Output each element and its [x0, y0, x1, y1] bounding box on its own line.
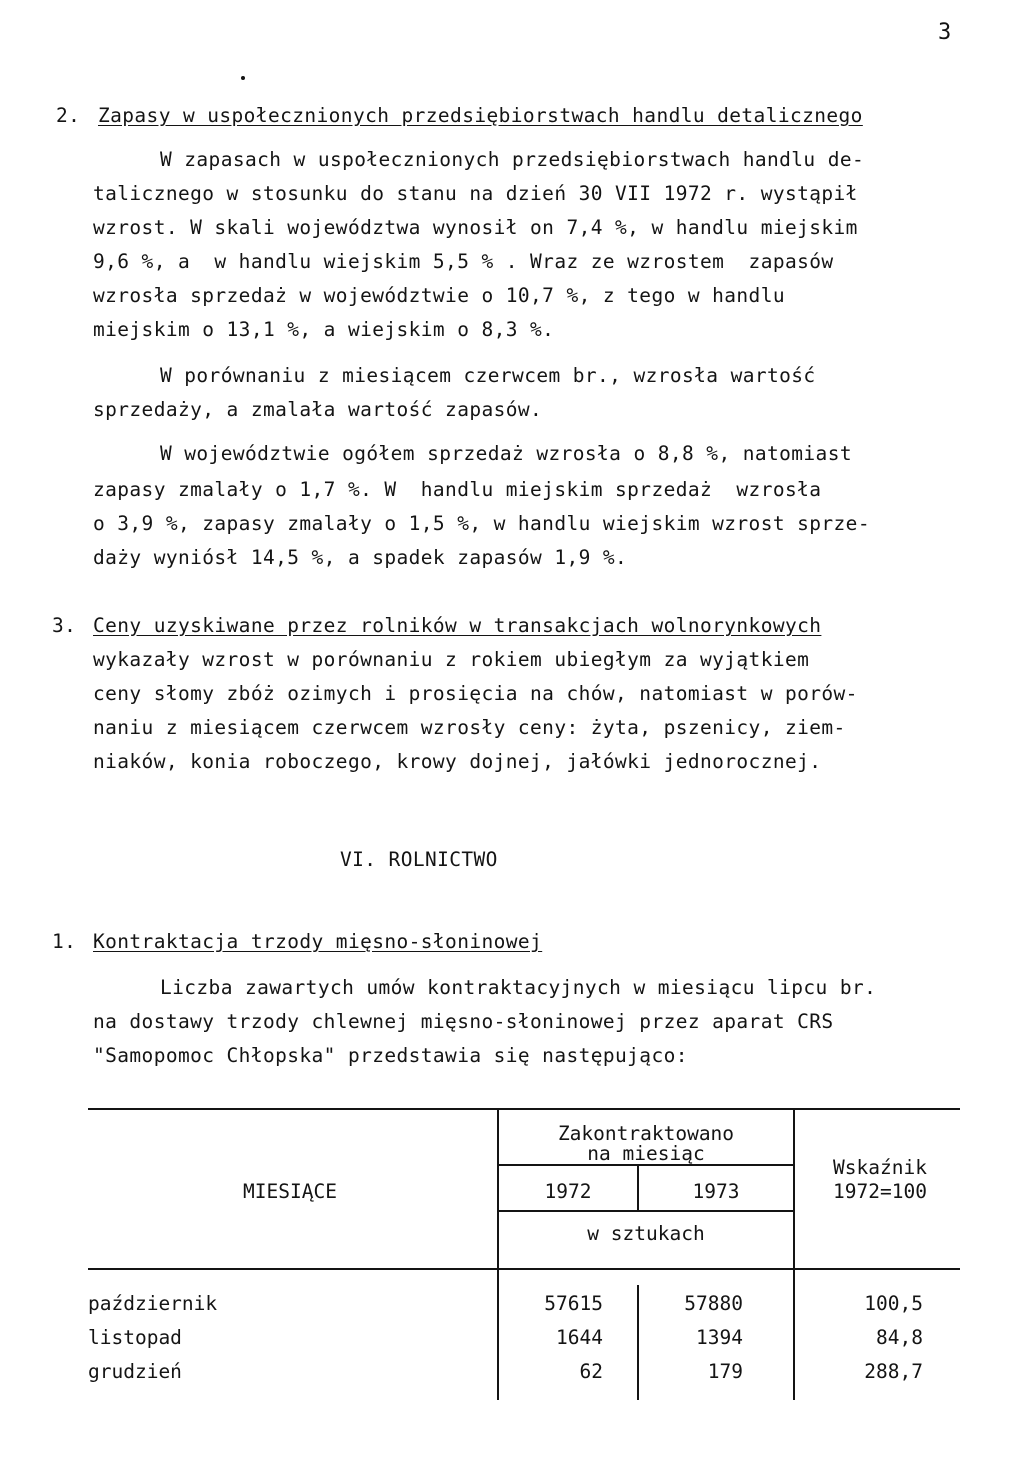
- table-header-month: MIESIĄCE: [243, 1180, 337, 1203]
- table-cell-index: 100,5: [864, 1292, 923, 1315]
- paragraph-line: zapasy zmalały o 1,7 %. W handlu miejskim sprzedaż wzrosła: [93, 478, 822, 501]
- table-cell-1973: 179: [707, 1360, 743, 1383]
- paragraph-line: talicznego w stosunku do stanu na dzień 30 VII 1972 r. wystąpił: [93, 182, 858, 205]
- paragraph-line: W porównaniu z miesiącem czerwcem br., wzrosła wartość: [160, 364, 816, 387]
- paragraph-line: W województwie ogółem sprzedaż wzrosła o 8,8 %, natomiast: [160, 442, 852, 465]
- table-cell-1973: 1394: [696, 1326, 743, 1349]
- section-3-heading-line: Ceny uzyskiwane przez rolników w transakcjach wolnorynkowych: [93, 614, 822, 637]
- paragraph-line: miejskim o 13,1 %, a wiejskim o 8,3 %.: [93, 318, 555, 341]
- table-cell-1972: 1644: [556, 1326, 603, 1349]
- section-1-heading: Kontraktacja trzody mięsno-słoninowej: [93, 930, 543, 953]
- paragraph-line: wzrosła sprzedaż w województwie o 10,7 %, z tego w handlu: [93, 284, 785, 307]
- table-header-contracted: Zakontraktowano: [557, 1122, 735, 1145]
- page-number: 3: [938, 20, 952, 45]
- section-2-heading: Zapasy w uspołecznionych przedsiębiorstwach handlu detalicznego: [98, 104, 863, 127]
- paragraph-line: niaków, konia roboczego, krowy dojnej, jałówki jednorocznej.: [93, 750, 822, 773]
- ink-dot: [241, 76, 245, 80]
- paragraph-line: na dostawy trzody chlewnej mięsno-słoninowej przez aparat CRS: [93, 1010, 834, 1033]
- table-cell-month: listopad: [88, 1326, 182, 1349]
- table-subheader-rule: [499, 1210, 793, 1212]
- table-cell-index: 84,8: [876, 1326, 923, 1349]
- table-header-index-base: 1972=100: [833, 1180, 927, 1203]
- table-header-year-1: 1972: [544, 1180, 592, 1203]
- paragraph-line: W zapasach w uspołecznionych przedsiębiorstwach handlu de-: [160, 148, 865, 171]
- section-3-number: 3.: [52, 614, 77, 637]
- paragraph-line: naniu z miesiącem czerwcem wzrosły ceny: żyta, pszenicy, ziem-: [93, 716, 846, 739]
- table-header-year-2: 1973: [692, 1180, 740, 1203]
- table-cell-month: październik: [88, 1292, 218, 1315]
- table-cell-1972: 62: [579, 1360, 603, 1383]
- table-cell-1973: 57880: [684, 1292, 743, 1315]
- paragraph-line: o 3,9 %, zapasy zmalały o 1,5 %, w handlu wiejskim wzrost sprze-: [93, 512, 870, 535]
- table-cell-index: 288,7: [864, 1360, 923, 1383]
- paragraph-line: ceny słomy zbóż ozimych i prosięcia na chów, natomiast w porów-: [93, 682, 858, 705]
- paragraph-line: wzrost. W skali województwa wynosił on 7,4 %, w handlu miejskim: [93, 216, 858, 239]
- paragraph-line: Liczba zawartych umów kontraktacyjnych w miesiącu lipcu br.: [160, 976, 877, 999]
- table-header-unit: w sztukach: [587, 1222, 705, 1245]
- table-col-divider: [793, 1110, 795, 1400]
- table-top-rule: [88, 1108, 960, 1110]
- paragraph-line: "Samopomoc Chłopska" przedstawia się następująco:: [93, 1044, 688, 1067]
- chapter-title: VI. ROLNICTWO: [340, 848, 498, 871]
- paragraph-line: wykazały wzrost w porównaniu z rokiem ubiegłym za wyjątkiem: [93, 648, 810, 671]
- section-1-number: 1.: [52, 930, 77, 953]
- table-header-rule: [88, 1268, 960, 1270]
- paragraph-line: sprzedaży, a zmalała wartość zapasów.: [93, 398, 543, 421]
- paragraph-line: daży wyniósł 14,5 %, a spadek zapasów 1,9 %.: [93, 546, 628, 569]
- table-cell-month: grudzień: [88, 1360, 182, 1383]
- table-header-contracted-sub: na miesiąc: [587, 1142, 705, 1165]
- section-2-number: 2.: [56, 104, 81, 127]
- paragraph-line: 9,6 %, a w handlu wiejskim 5,5 % . Wraz ze wzrostem zapasów: [93, 250, 834, 273]
- table-cell-1972: 57615: [544, 1292, 603, 1315]
- table-header-index: Wskaźnik: [833, 1156, 927, 1179]
